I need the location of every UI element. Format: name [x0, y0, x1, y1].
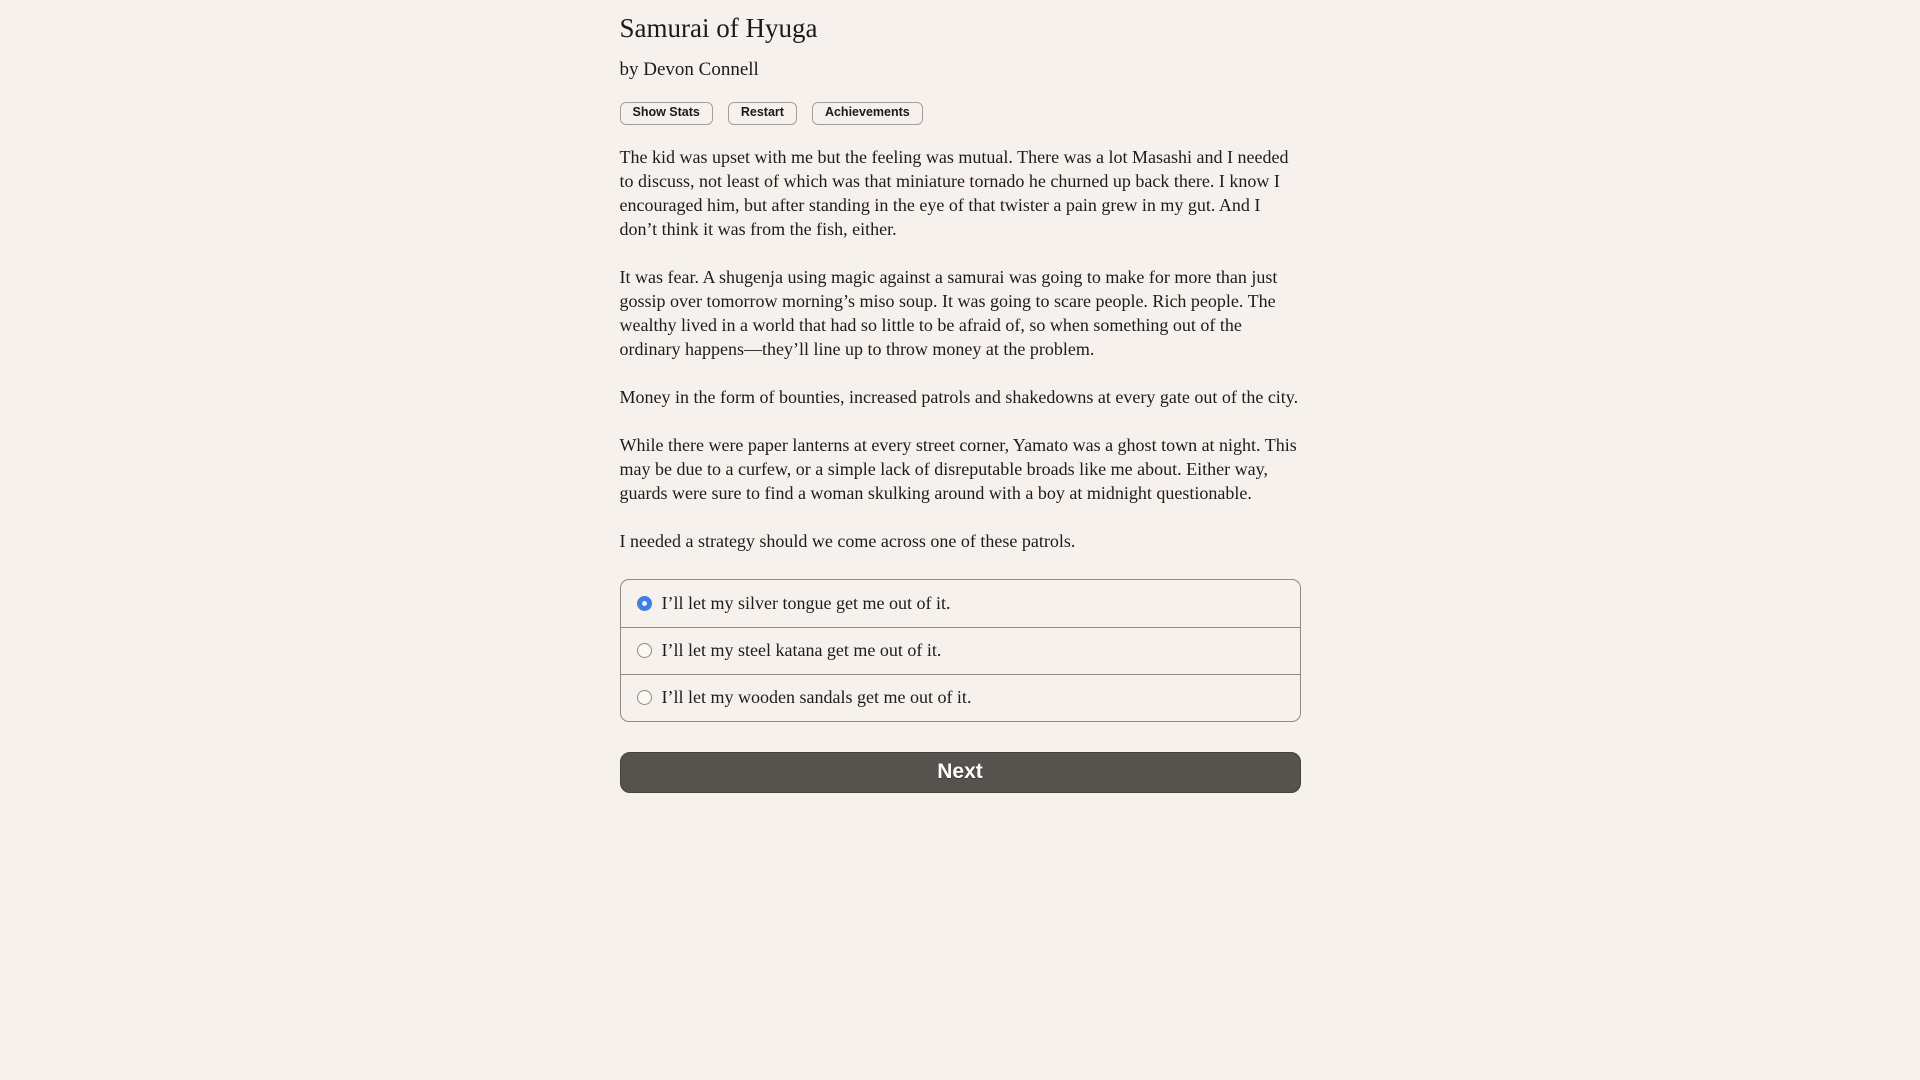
achievements-button[interactable]: Achievements: [812, 102, 923, 125]
radio-button-icon[interactable]: [637, 643, 652, 658]
radio-button-icon[interactable]: [637, 596, 652, 611]
choice-option-wooden-sandals[interactable]: [621, 674, 1300, 721]
restart-button[interactable]: Restart: [728, 102, 797, 125]
author-byline: by Devon Connell: [619, 59, 759, 81]
story-paragraph: The kid was upset with me but the feeling was mutual. There was a lot Masashi and I needed to discuss, not least of which was that miniature tornado he churned up back there. I know I encouraged him, but after standing in the eye of that twister a pain grew in my gut. And I don’t think it was from the fish, either.: [619, 146, 1289, 239]
radio-button-icon[interactable]: [637, 690, 652, 705]
choice-label: I’ll let my wooden sandals get me out of it.: [661, 687, 972, 707]
page-title: Samurai of Hyuga: [619, 13, 818, 43]
choice-label: I’ll let my silver tongue get me out of it.: [661, 592, 951, 613]
story-paragraph: Money in the form of bounties, increased patrols and shakedowns at every gate out of the city.: [619, 386, 1299, 407]
toolbar: [620, 102, 1301, 125]
show-stats-button[interactable]: Show Stats: [620, 102, 713, 125]
choice-option-silver-tongue[interactable]: [621, 580, 1300, 627]
choice-list: [620, 579, 1301, 722]
game-page: [620, 0, 1301, 793]
choice-option-steel-katana[interactable]: [621, 627, 1300, 674]
story-paragraph: It was fear. A shugenja using magic against a samurai was going to make for more than just gossip over tomorrow morning’s miso soup. It was going to scare people. Rich people. The wealthy lived in a world that had so little to be afraid of, so when something out of the ordinary happens—they’ll line up to throw money at the problem.: [619, 266, 1278, 359]
story-paragraph: I needed a strategy should we come across one of these patrols.: [619, 530, 1076, 551]
story-text: [620, 145, 1301, 553]
next-button[interactable]: Next: [620, 752, 1301, 793]
choice-label: I’ll let my steel katana get me out of it.: [661, 640, 942, 660]
story-paragraph: While there were paper lanterns at every street corner, Yamato was a ghost town at night. This may be due to a curfew, or a simple lack of disreputable broads like me about. Either way, guards were sure to find a woman skulking around with a boy at midnight questionable.: [619, 434, 1297, 503]
